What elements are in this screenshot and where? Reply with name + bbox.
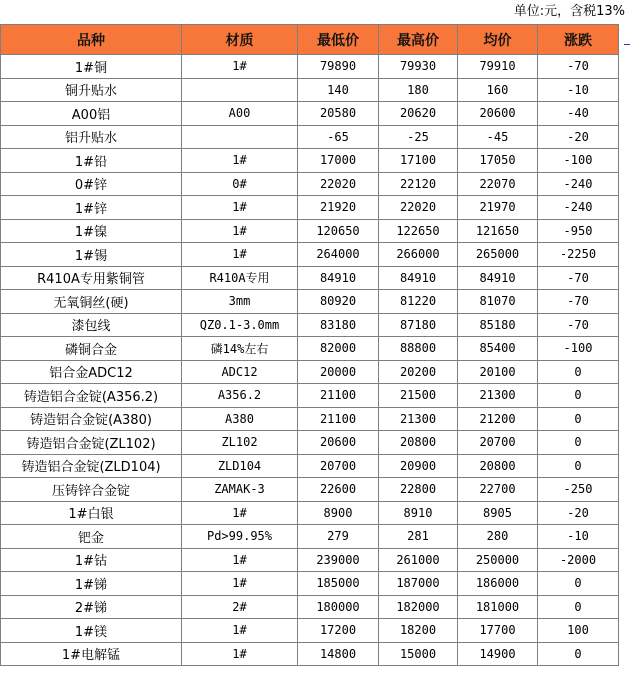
cell-change: 0 xyxy=(538,595,619,619)
cell-change: 0 xyxy=(538,407,619,431)
cell-high: 281 xyxy=(379,525,458,549)
cell-avg: 20100 xyxy=(458,360,538,384)
cell-material: 1# xyxy=(182,219,298,243)
cell-material: Pd>99.95% xyxy=(182,525,298,549)
cell-variety: 铸造铝合金锭(A356.2) xyxy=(1,384,182,408)
table-row xyxy=(1,243,619,267)
cell-high: 22020 xyxy=(379,196,458,220)
table-row xyxy=(1,125,619,149)
cell-avg: 186000 xyxy=(458,572,538,596)
cell-variety: 2#锑 xyxy=(1,595,182,619)
cell-variety: 1#锌 xyxy=(1,196,182,220)
cell-avg: 20700 xyxy=(458,431,538,455)
cell-avg: 121650 xyxy=(458,219,538,243)
cell-material: A00 xyxy=(182,102,298,126)
cell-avg: -45 xyxy=(458,125,538,149)
cell-change: -70 xyxy=(538,313,619,337)
header-variety: 品种 xyxy=(1,25,182,55)
cell-low: 22020 xyxy=(298,172,379,196)
cell-material: 磷14%左右 xyxy=(182,337,298,361)
cell-change: -100 xyxy=(538,149,619,173)
cell-change: 100 xyxy=(538,619,619,643)
cell-change: -10 xyxy=(538,525,619,549)
cell-variety: 1#铜 xyxy=(1,55,182,79)
table-body xyxy=(1,55,619,666)
cell-avg: 265000 xyxy=(458,243,538,267)
cell-variety: 1#镍 xyxy=(1,219,182,243)
cell-high: 182000 xyxy=(379,595,458,619)
cell-variety: 压铸锌合金锭 xyxy=(1,478,182,502)
cell-low: 84910 xyxy=(298,266,379,290)
cell-high: 87180 xyxy=(379,313,458,337)
cell-material: ZLD104 xyxy=(182,454,298,478)
cell-variety: R410A专用紫铜管 xyxy=(1,266,182,290)
cell-high: 266000 xyxy=(379,243,458,267)
cell-high: 20900 xyxy=(379,454,458,478)
cell-material: 1# xyxy=(182,149,298,173)
cell-high: 18200 xyxy=(379,619,458,643)
cell-avg: 14900 xyxy=(458,642,538,666)
cell-high: 15000 xyxy=(379,642,458,666)
cell-change: -240 xyxy=(538,196,619,220)
price-table xyxy=(0,24,619,666)
cell-material: 1# xyxy=(182,642,298,666)
cell-high: 8910 xyxy=(379,501,458,525)
cell-change: -70 xyxy=(538,55,619,79)
cell-low: 82000 xyxy=(298,337,379,361)
cell-variety: 铸造铝合金锭(ZL102) xyxy=(1,431,182,455)
cell-avg: 21300 xyxy=(458,384,538,408)
cell-variety: 无氧铜丝(硬) xyxy=(1,290,182,314)
cell-low: 20000 xyxy=(298,360,379,384)
cell-material: 3mm xyxy=(182,290,298,314)
table-row xyxy=(1,431,619,455)
cell-avg: 160 xyxy=(458,78,538,102)
cell-low: 140 xyxy=(298,78,379,102)
cell-variety: 0#锌 xyxy=(1,172,182,196)
table-row xyxy=(1,360,619,384)
cell-avg: 280 xyxy=(458,525,538,549)
cell-low: 22600 xyxy=(298,478,379,502)
cell-change: -10 xyxy=(538,78,619,102)
table-row xyxy=(1,196,619,220)
cell-material: R410A专用 xyxy=(182,266,298,290)
cell-material: 1# xyxy=(182,619,298,643)
cell-avg: 17700 xyxy=(458,619,538,643)
cell-low: 17200 xyxy=(298,619,379,643)
cell-high: 21500 xyxy=(379,384,458,408)
cell-change: 0 xyxy=(538,360,619,384)
cell-change: -70 xyxy=(538,266,619,290)
cell-low: 20580 xyxy=(298,102,379,126)
cell-high: 20620 xyxy=(379,102,458,126)
cell-high: 261000 xyxy=(379,548,458,572)
cell-avg: 22700 xyxy=(458,478,538,502)
cell-material: 2# xyxy=(182,595,298,619)
cell-change: -20 xyxy=(538,125,619,149)
table-row xyxy=(1,78,619,102)
cell-avg: 85180 xyxy=(458,313,538,337)
table-row xyxy=(1,548,619,572)
cell-low: 80920 xyxy=(298,290,379,314)
cell-avg: 81070 xyxy=(458,290,538,314)
cell-material: ZAMAK-3 xyxy=(182,478,298,502)
cell-high: 84910 xyxy=(379,266,458,290)
table-row xyxy=(1,501,619,525)
cell-material: ADC12 xyxy=(182,360,298,384)
cell-low: 264000 xyxy=(298,243,379,267)
cell-variety: 1#铅 xyxy=(1,149,182,173)
cell-high: 122650 xyxy=(379,219,458,243)
cell-material xyxy=(182,125,298,149)
table-row xyxy=(1,595,619,619)
cell-change: 0 xyxy=(538,384,619,408)
cell-change: 0 xyxy=(538,431,619,455)
cell-avg: 21970 xyxy=(458,196,538,220)
cell-material: 1# xyxy=(182,55,298,79)
cell-avg: 8905 xyxy=(458,501,538,525)
table-row xyxy=(1,572,619,596)
table-row xyxy=(1,407,619,431)
table-row xyxy=(1,172,619,196)
table-row xyxy=(1,454,619,478)
cell-change: -70 xyxy=(538,290,619,314)
table-row xyxy=(1,478,619,502)
table-row xyxy=(1,149,619,173)
cell-low: 21920 xyxy=(298,196,379,220)
cell-high: 180 xyxy=(379,78,458,102)
header-material: 材质 xyxy=(182,25,298,55)
header-low-price: 最低价 xyxy=(298,25,379,55)
cell-material: 0# xyxy=(182,172,298,196)
cell-variety: 1#锑 xyxy=(1,572,182,596)
cell-change: -240 xyxy=(538,172,619,196)
cell-material: A356.2 xyxy=(182,384,298,408)
cell-variety: 1#钴 xyxy=(1,548,182,572)
cell-change: 0 xyxy=(538,642,619,666)
cell-change: -100 xyxy=(538,337,619,361)
cell-material xyxy=(182,78,298,102)
cell-avg: 20800 xyxy=(458,454,538,478)
cell-change: -2250 xyxy=(538,243,619,267)
cell-variety: 1#镁 xyxy=(1,619,182,643)
cell-variety: 铸造铝合金锭(ZLD104) xyxy=(1,454,182,478)
cell-material: 1# xyxy=(182,572,298,596)
cell-avg: 22070 xyxy=(458,172,538,196)
cell-avg: 17050 xyxy=(458,149,538,173)
side-marker xyxy=(624,44,630,45)
cell-material: 1# xyxy=(182,501,298,525)
table-row xyxy=(1,384,619,408)
cell-material: 1# xyxy=(182,548,298,572)
cell-material: ZL102 xyxy=(182,431,298,455)
cell-material: QZ0.1-3.0mm xyxy=(182,313,298,337)
table-row xyxy=(1,313,619,337)
cell-material: A380 xyxy=(182,407,298,431)
cell-variety: 铝升贴水 xyxy=(1,125,182,149)
table-row xyxy=(1,219,619,243)
cell-high: 17100 xyxy=(379,149,458,173)
cell-change: -40 xyxy=(538,102,619,126)
header-row xyxy=(1,25,619,55)
cell-high: 20800 xyxy=(379,431,458,455)
cell-change: 0 xyxy=(538,572,619,596)
cell-low: 83180 xyxy=(298,313,379,337)
table-row xyxy=(1,337,619,361)
cell-low: 21100 xyxy=(298,407,379,431)
cell-high: 88800 xyxy=(379,337,458,361)
cell-high: 79930 xyxy=(379,55,458,79)
cell-low: 17000 xyxy=(298,149,379,173)
cell-variety: 1#锡 xyxy=(1,243,182,267)
cell-avg: 181000 xyxy=(458,595,538,619)
cell-low: 180000 xyxy=(298,595,379,619)
table-row xyxy=(1,525,619,549)
cell-change: -2000 xyxy=(538,548,619,572)
header-high-price: 最高价 xyxy=(379,25,458,55)
cell-low: 20700 xyxy=(298,454,379,478)
table-row xyxy=(1,642,619,666)
table-row xyxy=(1,102,619,126)
table-row xyxy=(1,619,619,643)
cell-variety: 漆包线 xyxy=(1,313,182,337)
cell-high: 81220 xyxy=(379,290,458,314)
cell-high: 187000 xyxy=(379,572,458,596)
header-change: 涨跌 xyxy=(538,25,619,55)
cell-high: -25 xyxy=(379,125,458,149)
cell-material: 1# xyxy=(182,196,298,220)
cell-variety: 1#电解锰 xyxy=(1,642,182,666)
cell-low: 14800 xyxy=(298,642,379,666)
cell-low: 239000 xyxy=(298,548,379,572)
cell-variety: 铜升贴水 xyxy=(1,78,182,102)
table-row xyxy=(1,290,619,314)
table-row xyxy=(1,266,619,290)
cell-avg: 79910 xyxy=(458,55,538,79)
cell-change: -250 xyxy=(538,478,619,502)
cell-avg: 84910 xyxy=(458,266,538,290)
cell-avg: 20600 xyxy=(458,102,538,126)
cell-variety: 铝合金ADC12 xyxy=(1,360,182,384)
cell-change: 0 xyxy=(538,454,619,478)
cell-high: 21300 xyxy=(379,407,458,431)
cell-change: -950 xyxy=(538,219,619,243)
cell-variety: 磷铜合金 xyxy=(1,337,182,361)
cell-low: 21100 xyxy=(298,384,379,408)
cell-variety: 铸造铝合金锭(A380) xyxy=(1,407,182,431)
cell-low: 279 xyxy=(298,525,379,549)
cell-high: 22800 xyxy=(379,478,458,502)
cell-avg: 21200 xyxy=(458,407,538,431)
cell-low: 8900 xyxy=(298,501,379,525)
cell-variety: 钯金 xyxy=(1,525,182,549)
cell-low: 20600 xyxy=(298,431,379,455)
cell-low: 79890 xyxy=(298,55,379,79)
cell-low: 185000 xyxy=(298,572,379,596)
cell-change: -20 xyxy=(538,501,619,525)
cell-variety: A00铝 xyxy=(1,102,182,126)
cell-high: 22120 xyxy=(379,172,458,196)
cell-avg: 85400 xyxy=(458,337,538,361)
table-row xyxy=(1,55,619,79)
header-avg-price: 均价 xyxy=(458,25,538,55)
unit-note: 单位:元，含税13% xyxy=(513,4,625,19)
cell-high: 20200 xyxy=(379,360,458,384)
cell-material: 1# xyxy=(182,243,298,267)
cell-avg: 250000 xyxy=(458,548,538,572)
cell-low: -65 xyxy=(298,125,379,149)
cell-low: 120650 xyxy=(298,219,379,243)
cell-variety: 1#白银 xyxy=(1,501,182,525)
